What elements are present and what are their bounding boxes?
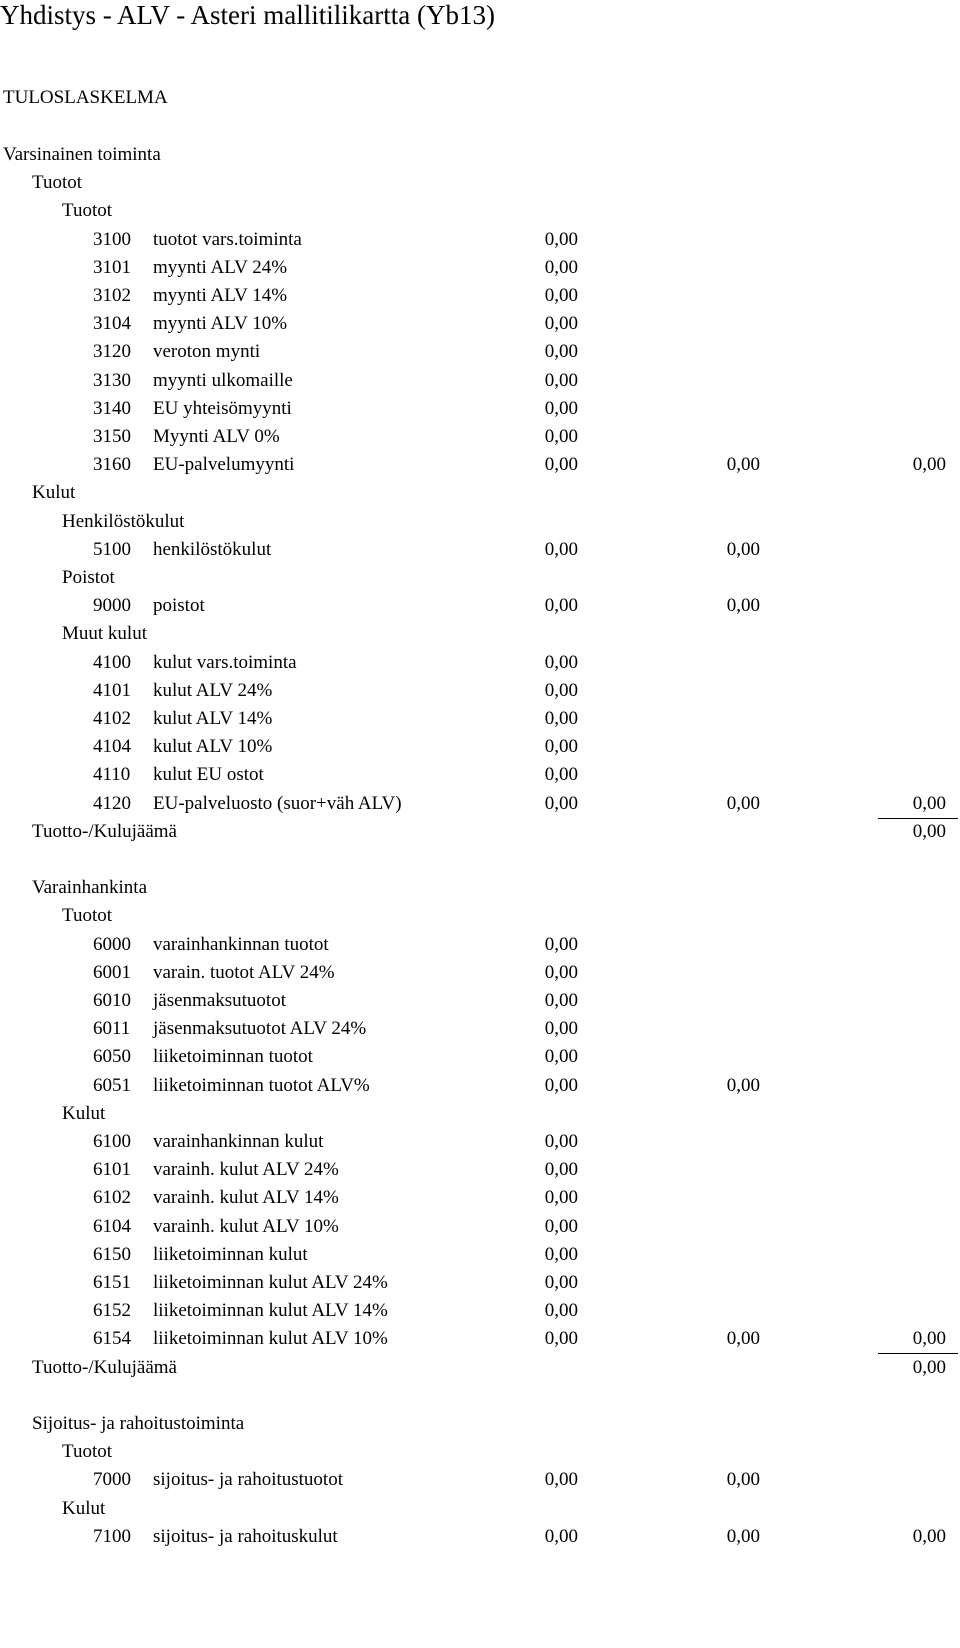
section-heading xyxy=(0,196,960,226)
account-row xyxy=(0,676,960,706)
account-amount: 0,00 xyxy=(544,933,578,955)
account-amount: 0,00 xyxy=(544,454,578,476)
section-total: 0,00 xyxy=(912,1328,946,1350)
section-heading-label: Tuotot xyxy=(32,172,82,194)
account-number: 6150 xyxy=(93,1243,131,1265)
account-row xyxy=(0,394,960,424)
account-number: 3150 xyxy=(93,426,131,447)
account-amount: 0,00 xyxy=(544,736,578,758)
account-number: 6100 xyxy=(93,1131,131,1152)
account-row xyxy=(0,1014,960,1044)
section-heading xyxy=(0,507,960,537)
account-amount: 0,00 xyxy=(544,1187,578,1209)
section-heading-label: Tuotot xyxy=(62,905,112,927)
account-row xyxy=(0,1127,960,1157)
account-amount: 0,00 xyxy=(544,341,578,363)
account-amount: 0,00 xyxy=(544,990,578,1011)
account-row xyxy=(0,1324,960,1354)
subtotal-amount: 0,00 xyxy=(912,1356,946,1378)
account-name: kulut vars.toiminta xyxy=(153,651,297,673)
spacer xyxy=(0,845,960,875)
account-amount: 0,00 xyxy=(544,595,578,617)
account-name: varainhankinnan tuotot xyxy=(153,933,329,955)
group-total: 0,00 xyxy=(726,1074,760,1096)
account-number: 6010 xyxy=(93,990,131,1011)
account-amount: 0,00 xyxy=(544,397,578,419)
account-number: 6152 xyxy=(93,1300,131,1322)
account-row xyxy=(0,591,960,621)
section-heading-label: Tuotot xyxy=(62,1441,112,1463)
account-row xyxy=(0,422,960,452)
account-row xyxy=(0,648,960,678)
subtotal-row xyxy=(0,1353,960,1383)
account-name: sijoitus- ja rahoitustuotot xyxy=(153,1469,343,1491)
account-number: 6154 xyxy=(93,1328,131,1350)
section-heading xyxy=(0,1437,960,1467)
account-name: sijoitus- ja rahoituskulut xyxy=(153,1525,338,1547)
section-heading-label: Henkilöstökulut xyxy=(62,510,185,532)
account-name: EU-palvelumyynti xyxy=(153,454,295,476)
account-number: 6102 xyxy=(93,1187,131,1209)
group-total: 0,00 xyxy=(726,1469,760,1491)
account-amount: 0,00 xyxy=(544,538,578,560)
account-row xyxy=(0,789,960,819)
account-row xyxy=(0,1042,960,1072)
subtotal-label: Tuotto-/Kulujäämä xyxy=(32,820,177,842)
section-heading-label: Kulut xyxy=(32,482,76,504)
account-number: 6101 xyxy=(93,1159,131,1181)
account-amount: 0,00 xyxy=(544,1272,578,1293)
account-number: 6011 xyxy=(93,1018,131,1040)
account-row xyxy=(0,1183,960,1213)
section-heading xyxy=(0,563,960,593)
account-row xyxy=(0,930,960,960)
subtotal-row xyxy=(0,817,960,847)
account-number: 4120 xyxy=(93,792,131,814)
account-name: myynti ALV 24% xyxy=(153,256,288,278)
account-name: henkilöstökulut xyxy=(153,538,272,560)
account-amount: 0,00 xyxy=(544,285,578,306)
account-row xyxy=(0,281,960,311)
account-row xyxy=(0,1240,960,1270)
account-amount: 0,00 xyxy=(544,679,578,701)
account-amount: 0,00 xyxy=(544,256,578,278)
account-number: 4110 xyxy=(93,764,131,786)
group-total: 0,00 xyxy=(726,595,760,617)
section-heading-label: Varainhankinta xyxy=(32,877,148,899)
account-amount: 0,00 xyxy=(544,792,578,814)
section-heading xyxy=(0,140,960,170)
section-heading xyxy=(0,168,960,198)
account-amount: 0,00 xyxy=(544,426,578,447)
group-total: 0,00 xyxy=(726,1328,760,1350)
account-amount: 0,00 xyxy=(544,651,578,673)
account-name: liiketoiminnan kulut ALV 14% xyxy=(153,1300,388,1322)
page-title: Yhdistys - ALV - Asteri mallitilikartta (Yb13) xyxy=(0,0,495,30)
account-name: myynti ALV 10% xyxy=(153,313,288,335)
section-total: 0,00 xyxy=(912,792,946,814)
account-amount: 0,00 xyxy=(544,228,578,250)
account-row xyxy=(0,1212,960,1242)
section-heading xyxy=(0,1409,960,1439)
account-row xyxy=(0,1268,960,1298)
section-heading xyxy=(0,1099,960,1129)
account-number: 3120 xyxy=(93,341,131,363)
account-name: kulut ALV 24% xyxy=(153,679,273,701)
account-number: 6050 xyxy=(93,1046,131,1068)
report-heading xyxy=(0,83,960,113)
section-heading xyxy=(0,901,960,931)
account-amount: 0,00 xyxy=(544,708,578,729)
account-amount: 0,00 xyxy=(544,313,578,335)
account-amount: 0,00 xyxy=(544,1469,578,1491)
section-heading-label: Kulut xyxy=(62,1497,106,1519)
section-total: 0,00 xyxy=(912,454,946,476)
account-amount: 0,00 xyxy=(544,1159,578,1181)
account-name: kulut ALV 14% xyxy=(153,708,273,729)
group-total: 0,00 xyxy=(726,538,760,560)
section-heading xyxy=(0,619,960,649)
report-heading-label: TULOSLASKELMA xyxy=(3,87,168,108)
account-row xyxy=(0,450,960,480)
section-heading-label: Muut kulut xyxy=(62,623,147,645)
account-name: varainh. kulut ALV 10% xyxy=(153,1215,339,1237)
account-number: 4102 xyxy=(93,708,131,729)
account-row xyxy=(0,1465,960,1495)
account-name: varainhankinnan kulut xyxy=(153,1131,324,1152)
account-name: liiketoiminnan kulut ALV 10% xyxy=(153,1328,388,1350)
account-row xyxy=(0,1522,960,1552)
account-name: veroton mynti xyxy=(153,341,261,363)
account-number: 6104 xyxy=(93,1215,131,1237)
group-total: 0,00 xyxy=(726,1525,760,1547)
account-amount: 0,00 xyxy=(544,1525,578,1547)
account-number: 7000 xyxy=(93,1469,131,1491)
section-heading xyxy=(0,873,960,903)
account-number: 6051 xyxy=(93,1074,131,1096)
account-name: liiketoiminnan tuotot xyxy=(153,1046,313,1068)
account-name: EU-palveluosto (suor+väh ALV) xyxy=(153,792,402,814)
account-number: 3130 xyxy=(93,369,131,391)
account-amount: 0,00 xyxy=(544,1215,578,1237)
account-number: 6000 xyxy=(93,933,131,955)
account-amount: 0,00 xyxy=(544,1300,578,1322)
account-name: tuotot vars.toiminta xyxy=(153,228,302,250)
account-name: varainh. kulut ALV 24% xyxy=(153,1159,339,1181)
account-amount: 0,00 xyxy=(544,1018,578,1040)
account-number: 3140 xyxy=(93,397,131,419)
section-heading-label: Tuotot xyxy=(62,200,112,222)
section-heading xyxy=(0,1494,960,1524)
account-name: Myynti ALV 0% xyxy=(153,426,280,447)
account-number: 7100 xyxy=(93,1525,131,1547)
group-total: 0,00 xyxy=(726,454,760,476)
account-name: liiketoiminnan kulut ALV 24% xyxy=(153,1272,388,1293)
account-number: 3160 xyxy=(93,454,131,476)
account-number: 4104 xyxy=(93,736,131,758)
account-amount: 0,00 xyxy=(544,369,578,391)
section-heading-label: Kulut xyxy=(62,1102,106,1124)
account-name: myynti ulkomaille xyxy=(153,369,293,391)
group-total: 0,00 xyxy=(726,792,760,814)
account-row xyxy=(0,1155,960,1185)
account-row xyxy=(0,225,960,255)
account-name: liiketoiminnan kulut xyxy=(153,1243,308,1265)
account-name: varain. tuotot ALV 24% xyxy=(153,961,335,983)
section-heading-label: Poistot xyxy=(62,567,115,588)
account-name: jäsenmaksutuotot ALV 24% xyxy=(153,1018,367,1040)
account-amount: 0,00 xyxy=(544,1046,578,1068)
account-name: varainh. kulut ALV 14% xyxy=(153,1187,339,1209)
account-amount: 0,00 xyxy=(544,1131,578,1152)
account-name: liiketoiminnan tuotot ALV% xyxy=(153,1074,370,1096)
account-name: EU yhteisömyynti xyxy=(153,397,292,419)
account-number: 3102 xyxy=(93,285,131,306)
account-row xyxy=(0,760,960,790)
account-amount: 0,00 xyxy=(544,764,578,786)
subtotal-amount: 0,00 xyxy=(912,820,946,842)
account-row xyxy=(0,986,960,1016)
account-row xyxy=(0,535,960,565)
subtotal-label: Tuotto-/Kulujäämä xyxy=(32,1356,177,1378)
account-amount: 0,00 xyxy=(544,1328,578,1350)
account-row xyxy=(0,704,960,734)
account-name: kulut EU ostot xyxy=(153,764,264,786)
account-name: myynti ALV 14% xyxy=(153,285,288,306)
account-row xyxy=(0,1296,960,1326)
account-number: 5100 xyxy=(93,538,131,560)
account-amount: 0,00 xyxy=(544,961,578,983)
section-heading-label: Sijoitus- ja rahoitustoiminta xyxy=(32,1413,245,1434)
account-number: 6001 xyxy=(93,961,131,983)
account-row xyxy=(0,1071,960,1101)
account-number: 3100 xyxy=(93,228,131,250)
account-number: 3104 xyxy=(93,313,131,335)
account-name: kulut ALV 10% xyxy=(153,736,273,758)
account-row xyxy=(0,732,960,762)
account-amount: 0,00 xyxy=(544,1243,578,1265)
account-row xyxy=(0,958,960,988)
account-number: 4100 xyxy=(93,651,131,673)
account-name: poistot xyxy=(153,595,205,617)
account-name: jäsenmaksutuotot xyxy=(153,990,286,1011)
section-total: 0,00 xyxy=(912,1525,946,1547)
account-number: 3101 xyxy=(93,256,131,278)
section-heading-label: Varsinainen toiminta xyxy=(3,144,161,165)
spacer xyxy=(0,1381,960,1411)
account-row xyxy=(0,309,960,339)
account-amount: 0,00 xyxy=(544,1074,578,1096)
account-number: 9000 xyxy=(93,595,131,617)
account-number: 6151 xyxy=(93,1272,131,1293)
account-row xyxy=(0,253,960,283)
account-row xyxy=(0,337,960,367)
account-row xyxy=(0,366,960,396)
account-number: 4101 xyxy=(93,679,131,701)
section-heading xyxy=(0,478,960,508)
